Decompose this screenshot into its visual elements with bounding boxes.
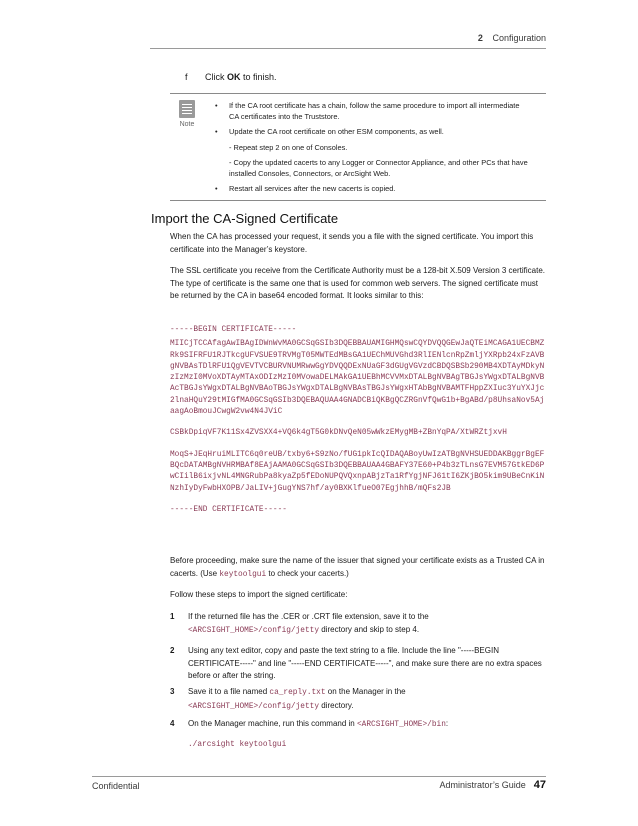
note-sub-2: - Copy the updated cacerts to any Logger or Connector Appliance, and other PCs that have installed Consoles, Connectors, or ArcSight Web. — [229, 158, 528, 178]
step-f-post: to finish. — [240, 72, 277, 82]
step-4-tail: : — [445, 719, 449, 728]
cert-body-3: MoqS+JEqHruiMLITC6q0reUB/txby6+S9zNo/fUG1pkIcQIDAQABoyUwIzATBgNVHSUEDDAKBggrBgEFBQcDATAMBgNVHRMBAf8EAjAAMA0GCSqGSIb3DQEBBAUAA4GBAFY37E60+P4b3zTLnsG7EVM57GtkED6PwCIilB6ixjvNL4MNGRubPa8kyaZp5fEDoNUPQVQxnpABjzTa1RfYgjNFJ61tI6ZKjBO5kim9UBeCnKiNNzhIyDyFwbHXOPB/JaLIV+jGugYNS7hf/ay0BXKlfueO07EgjhhB/mQFs2JB — [170, 450, 545, 493]
page-number: 47 — [533, 779, 546, 791]
step-3-pre: Save it to a file named — [188, 687, 270, 696]
running-header — [478, 33, 546, 43]
para-2: The SSL certificate you receive from the Certificate Authority must be a 128-bit X.509 Version 3 certificate. The type of certificate is the same one that is used for common web servers. The signed certificate must be returned by the CA in base64 encoded format. It looks similar to this: — [170, 266, 545, 300]
step-3-path: <ARCSIGHT_HOME>/config/jetty — [188, 702, 320, 711]
ok-label: OK — [227, 72, 241, 82]
step-2 — [170, 645, 545, 683]
keytoolgui-cmd: keytoolgui — [219, 570, 267, 579]
step-f — [185, 72, 277, 82]
step-1-text: If the returned file has the .CER or .CRT file extension, save it to the — [188, 612, 429, 621]
footer-rule — [92, 776, 546, 777]
cert-begin: -----BEGIN CERTIFICATE----- — [170, 326, 297, 334]
para-3 — [170, 555, 545, 581]
chapter-number: 2 — [477, 33, 483, 43]
note-b2-pre: Update the CA root certificate on other — [229, 127, 357, 136]
note-bullet-3: • Restart all services after the new cacerts is copied. — [229, 184, 529, 195]
step-4-pre: On the Manager machine, run this command in — [188, 719, 357, 728]
chapter-title: Configuration — [492, 33, 546, 43]
note-sub-1: - Repeat step 2 on one of Consoles. — [229, 142, 348, 152]
step-2-num: 2 — [170, 646, 175, 655]
para-3-post: to check your cacerts.) — [266, 568, 349, 578]
cert-body-1: MIICjTCCAfagAwIBAgIDWnWvMA0GCSqGSIb3DQEBBAUAMIGHMQswCQYDVQQGEwJaQTEiMCAGA1UECBMZRk9SIFRFU1RJTkcgUFVSUE9TRVMgT05MWTEdMBsGA1UEChMUVGhd3RlIENlcnRpZmljYXRpb24xFzAVBgNVBAsTDlRFU1QgVEVTVCBURVNUMRwwGgYDVQQDExNUaGF3dGUgVGVzdCBDQSBSb290MB4XDTAyMDkyNzIzMzI0MVoXDTAyMTAxODIzMzI0MVowaDELMAkGA1UEBhMCVVMxDTALBgNVBAgTBGJsYWgxDTALBgNVBAcTBGJsYWgxDTALBgNVBAoTBGJsYWgxDTALBgNVBAsTBGJsYWgxHTAbBgNVBAMTFHppZXIuc3YuYXJjc2lnaHQuY29tMIGfMA0GCSqGSIb3DQEBAQUAA4GNADCBiQKBgQCZRGnVfQwG1b+BgABd/p8UhsaNov5AjaagAoBmouJCwgW2vw4N4JViC — [170, 340, 545, 417]
step-4-command: ./arcsight keytoolgui — [188, 740, 287, 749]
footer-confidential: Confidential — [92, 781, 140, 791]
step-3-file: ca_reply.txt — [269, 689, 326, 697]
footer-guide-title: Administrator’s Guide — [439, 780, 526, 790]
para-3-pre: Before proceeding, make sure the name of the issuer that signed your certificate exists as a Trusted CA in cacerts. (Use — [170, 556, 545, 578]
note-bullet-1: • If the CA root certificate has a chain, follow the same procedure to import all intermediate CA certificates into the Truststore. — [229, 101, 529, 122]
step-3-num: 3 — [170, 687, 175, 696]
step-3 — [170, 686, 545, 713]
step-4 — [170, 718, 545, 751]
cert-end: -----END CERTIFICATE----- — [170, 505, 287, 514]
note-b2-post: components, as well. — [372, 127, 444, 136]
note-b2-esm: ESM — [356, 127, 373, 136]
step-3-tail: directory. — [319, 700, 354, 710]
section-title: Import the CA-Signed Certificate — [151, 211, 339, 226]
note-icon — [172, 100, 202, 128]
para-1: When the CA has processed your request, it sends you a file with the signed certificate. You import this certificate into the Manager’s keystore. — [170, 232, 534, 254]
step-2-text: Using any text editor, copy and paste the text string to a file. Include the line "-----BEGIN CERTIFICATE-----" and line "-----END CERTIFICATE-----", and make sure there are no extra spaces before or after the string. — [188, 646, 542, 680]
step-3-mid: on the Manager in the — [325, 687, 406, 696]
step-1 — [170, 611, 545, 637]
step-1-num: 1 — [170, 612, 175, 621]
para-4: Follow these steps to import the signed certificate: — [170, 590, 348, 599]
step-letter: f — [185, 72, 188, 82]
step-4-path: <ARCSIGHT_HOME>/bin — [356, 721, 446, 729]
cert-body-2: CSBkDpiqVF7K11Sx4ZVSXX4+VQ6k4gT5G0kDNvQeN05wWkzEMygMB+ZBnYqPA/XtWRZtjxvH — [170, 429, 507, 438]
step-1-tail: directory and skip to step 4. — [319, 624, 420, 634]
cert-block — [170, 325, 545, 516]
step-4-num: 4 — [170, 719, 175, 728]
step-1-path: <ARCSIGHT_HOME>/config/jetty — [188, 626, 320, 635]
header-rule — [150, 48, 546, 49]
notepad-icon — [179, 100, 195, 118]
step-f-pre: Click — [205, 72, 227, 82]
note-label: Note — [179, 121, 195, 128]
note-text — [229, 101, 529, 200]
note-bullet-2 — [229, 127, 529, 138]
footer-guide — [440, 779, 546, 791]
